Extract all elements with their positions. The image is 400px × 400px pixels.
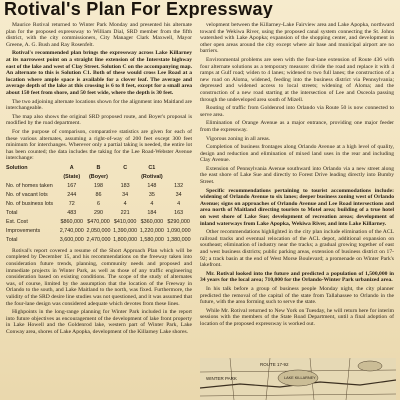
article-paragraph: velopment between the Killarney-Lake Fairview area and Lake Apopka, northward toward the Wekiwa River, using the proposed canal system connecting the St. Johns watershed with Lake Apopka; expansion of the shopping center, and development in other open areas around the city except where air base and municipal airport are no barriers. (200, 22, 394, 55)
table-cell: 3,600,000 (59, 236, 84, 243)
table-cell: 244 (67, 191, 77, 198)
row-label: Est. Cost (6, 218, 28, 225)
article-paragraph: Rotival's recommended plan brings the expressway across Lake Killarney at its narrowest point on a straight line extension of the Interstate highway east of the lake and west of Clay Street. Solution C on the accompanying map. An alternate to this is Solution C1. Both of these would cross Lee Road at a location where ample space is available for a clover leaf. The average and average depth of the lake at this crossing is 6 to 8 feet, except for a small area about 150 feet from shore, and 50 feet wide, where the depth is 30 feet. (6, 50, 192, 96)
route-map (200, 358, 396, 400)
table-cell: $290,000 (167, 218, 190, 225)
map-lake-label: LAKE KILLARNEY (284, 376, 316, 380)
table-cell: 72 (68, 200, 75, 207)
table-cell: 6 (96, 200, 100, 207)
table-cell: 1,380,000 (166, 236, 191, 243)
table-row (6, 218, 192, 227)
article-paragraph: In his talk before a group of business people Monday night, the city planner predicted the removal of the capital of the state from Tallahassee to Orlando in the future, with the area forming such to serve the state. (200, 285, 394, 306)
table-header: B (96, 164, 101, 171)
table-cell: 183 (120, 182, 130, 189)
table-header: C1 (148, 164, 156, 171)
article-paragraph: Routing of traffic from Goldenrod into Orlando via Route 50 is now connected to serve area. (200, 105, 394, 118)
table-cell: 163 (174, 209, 184, 216)
table-row (6, 209, 192, 218)
row-label: No. of business lots (6, 200, 54, 207)
article-paragraph: Rotival's report covered a resume of the Short Approach Plan which will be completed by December 15, and his recommendations on the freeway taken into consideration future trends, planning, community needs and proposed and immediate projects in Winter Park, as well as those of any traffic engineering consideration based on existing conditions. The scope of the study of alternates was, of course, limited by the assumption that the location of the Freeway in Orlando to the south, and Lake Maitland to the north, was fixed. Furthermore, the validity of the SRD desire line studies was not questioned, and it was assumed that the four-lane design was considered adequate which devotes from these lines. (6, 247, 192, 307)
table-cell: 4 (123, 200, 127, 207)
map-area-label: WINTER PARK (206, 376, 237, 381)
map-route-label: ROUTE 17-92 (260, 362, 289, 367)
lake-shape (358, 361, 382, 371)
table-row (6, 227, 192, 236)
table-header: C (123, 164, 128, 171)
right-column (200, 22, 394, 358)
table-row (6, 191, 192, 200)
table-row (6, 182, 192, 191)
row-label: No. of vacant lots (6, 191, 48, 198)
map-graphic (200, 358, 396, 400)
table-subheader: (State) (63, 173, 81, 180)
table-cell: $860,000 (60, 218, 83, 225)
table-cell: 4 (177, 200, 181, 207)
table-cell: 483 (67, 209, 77, 216)
table-cell: 290 (93, 209, 103, 216)
table-row (6, 200, 192, 209)
row-label: No. of homes taken (6, 182, 53, 189)
article-paragraph: Maurice Rotival returned to Winter Park Monday and presented his alternate plan for the proposed expressway to William Dial, SRD member from the fifth district, with the city commissioners, City Manager Clark Maxwell, Mayor Greene, A. G. Bush and Ray Rosenfelt. (6, 22, 192, 48)
article-paragraph: Environmental problems are seen with the four-lane extension of Route 436 with four alternate solutions as a temporary measure: divide the road and replace it with 4 ramps at Gulf road; widen to 4 lanes; widened to two full lanes; the construction of a new road on Aloma, widened, feeding into the business district via Pennsylvania; depressed and widened access to local streets; widening of Aloma; and the construction of a new road starting at the intersection of Lee and Osceola passing through the undeveloped area south of Mizell. (200, 56, 394, 103)
article-paragraph: Specific recommendations pertaining to tourist accommodations include: widening of Orlando Avenue to six lanes; deeper business zoning west of Orlando Avenue; signs on approaches of Orlando Avenue and Lee Road intersections and area north of Maitland directing tourists to Motel area; building of a true hotel on west shore of Lake Sue; development of recreation areas; development of inland waterways from Lake Apopka, Wekiwa River, and into Lake Killarney. (200, 187, 394, 227)
table-cell: $470,000 (87, 218, 110, 225)
table-row (6, 236, 192, 245)
table-cell: $360,000 (140, 218, 164, 225)
table-cell: 34 (175, 191, 182, 198)
article-paragraph: Mr. Rotival looked into the future and predicted a population of 1,500,000 in 34 years for the local area; 710,000 for the Orlando-Winter Park urbanized area. (200, 270, 394, 284)
table-cell: 1,220,000 (139, 227, 164, 234)
article-paragraph: Completion of business frontages along Orlando Avenue at a high level of quality, design and reduction and elimination of mixed land uses in the rear and including Clay Avenue. (200, 144, 394, 164)
table-cell: 132 (174, 182, 184, 189)
article-paragraph: Extension of Pennsylvania Avenue southward into Orlando via a new street along the east shore of Lake Sue and directly to Forest Drive leading directly into Bumby Street. (200, 165, 394, 186)
table-cell: 184 (147, 209, 157, 216)
row-label: Total (6, 236, 18, 243)
table-cell: 1,800,000 (113, 236, 138, 243)
table-header: Solution (6, 164, 28, 171)
table-cell: 148 (147, 182, 157, 189)
article-paragraph: Other recommendations highlighted in the city plan include elimination of the ACL railroad tracks and eventual relocation of the ACL depot, additional expansion on southeast; elimination of industry near the tracks; a gradual growing together of east and west business districts; public parking areas, extension of business district on 17-92; a track basin at the end of West Morse Boulevard; a promenade on Winter Park's lakefront. (200, 229, 394, 269)
article-paragraph: For the purpose of comparison, comparative statistics are given for each of these various alternates, assuming a right-of-way of 200 feet except 300 feet minimum for interchanges. Wherever only a partial taking is needed, the entire lot has been counted; the data includes the taking for the Lee Road-Webster Avenue interchange: (6, 128, 192, 162)
table-cell: 86 (95, 191, 102, 198)
article-paragraph: While Mr. Rotival returned to New York on Tuesday, he will return here for interim sessions with the members of the State Road Department, until a final adoption of location of the proposed expressway is worked out. (200, 307, 394, 327)
table-header: A (69, 164, 74, 171)
table-cell: 1,390,000 (113, 227, 138, 234)
table-cell: 221 (120, 209, 130, 216)
article-paragraph: Vigorous zoning in all areas. (206, 135, 271, 142)
article-paragraph: The map also shows the original SRD proposed route, and Boyer's proposal is modified by the road department. (6, 113, 192, 127)
row-label: Total (6, 209, 18, 216)
table-cell: 198 (93, 182, 103, 189)
table-cell: 4 (150, 200, 154, 207)
table-cell: 34 (122, 191, 129, 198)
table-subheader (112, 173, 139, 182)
article-paragraph: The two adjoining alternate locations shown for the alignment into Maitland are interchangeable. (6, 98, 192, 112)
headline: Rotival's Plan For Expressway (4, 0, 274, 18)
table-header-row (6, 164, 192, 173)
table-subheader: (Boyer) (89, 173, 108, 180)
table-cell: 2,740,000 (59, 227, 84, 234)
table-cell: 1,580,000 (139, 236, 164, 243)
table-subheader: (Rotival) (141, 173, 163, 180)
comparison-table (6, 164, 192, 245)
table-cell: 2,050,000 (86, 227, 111, 234)
table-cell: 2,470,000 (86, 236, 111, 243)
table-subheader-row (6, 173, 192, 182)
left-column (6, 22, 192, 362)
table-cell: $410,000 (113, 218, 137, 225)
table-cell: 35 (148, 191, 155, 198)
article-paragraph: Highpoints in the long-range planning for Winter Park included in the report into future objectives as encouragement of the development of lake front property in Lake Howell and the Goldenrod lake, western part of Winter Park, Lake Conway area, shores of Lake Apopka, development of the Killarney Lake shores. (6, 309, 192, 335)
table-subheader (6, 173, 58, 182)
table-cell: 1,090,000 (166, 227, 191, 234)
article-paragraph: Elimination of Orange Avenue as a major entrance, providing one major feeder from the expressway. (200, 120, 394, 133)
table-cell: 167 (67, 182, 77, 189)
row-label: Improvements (6, 227, 41, 234)
